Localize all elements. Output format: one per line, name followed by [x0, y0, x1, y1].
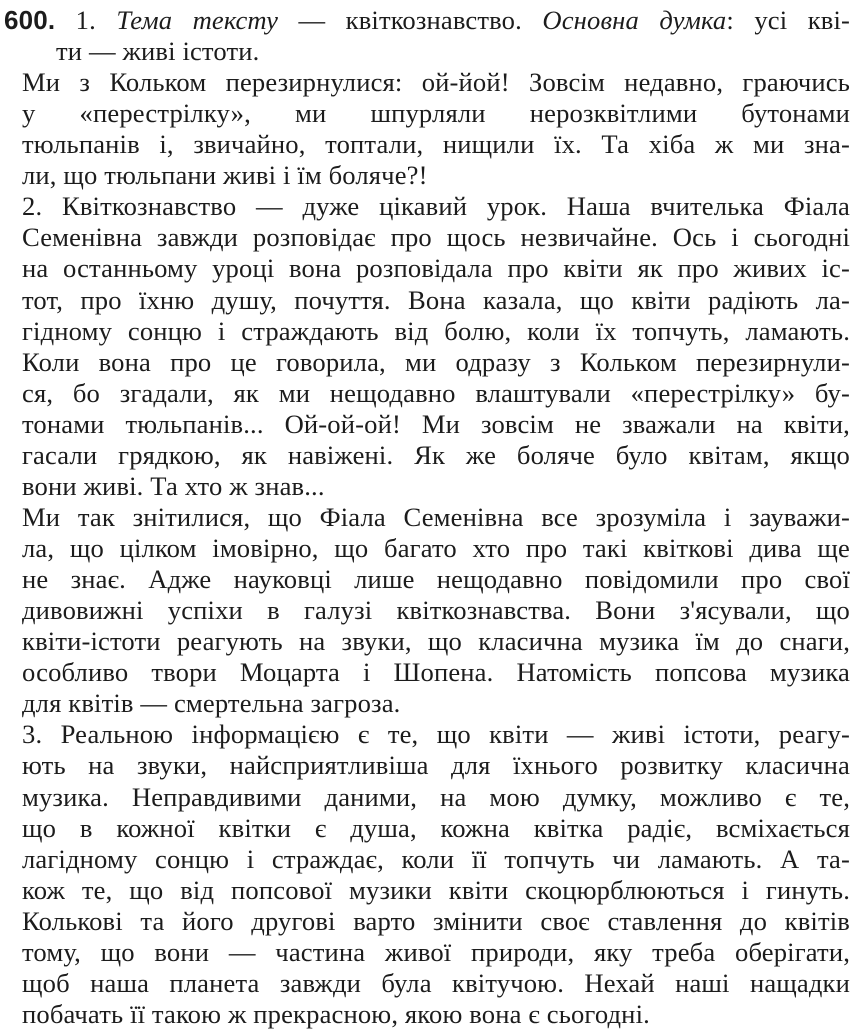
text-line: ла, що цілком імовірно, що багато хто про такі квіткові дива ще: [22, 533, 850, 564]
text-line: 2. Квіткознавство — дуже цікавий урок. Наша вчителька Фіала: [22, 191, 850, 222]
exercise-number: 600.: [4, 5, 56, 35]
text-line: квіти-істоти реагують на звуки, що класична музика їм до снаги,: [22, 626, 850, 657]
text-line: Семенівна завжди розповідає про щось незвичайне. Ось і сьогодні: [22, 222, 850, 253]
text-line: Коли вона про це говорила, ми одразу з Кольком перезирнули-: [22, 346, 850, 377]
text-line: тот, про їхню душу, почуття. Вона казала, що квіти радіють ла-: [22, 284, 850, 315]
text-line: кож те, що від попсової музики квіти скоцюрблюються і гинуть.: [22, 874, 850, 905]
theme-label: Тема тексту: [116, 5, 279, 35]
text-line: музика. Неправдивими даними, на мою думку, можливо є те,: [22, 781, 850, 812]
item-number: 1.: [75, 5, 96, 35]
text-line: щоб наша планета завжди була квітучою. Нехай наші нащадки: [22, 967, 850, 998]
text-line: вони живі. Та хто ж знав...: [22, 470, 325, 501]
text-line: 3. Реальною інформацією є те, що квіти — живі істоти, реагу-: [22, 719, 850, 750]
text-line: ли, що тюльпани живі і їм боляче?!: [22, 160, 428, 191]
text-line: що в кожної квітки є душа, кожна квітка радіє, всміхається: [22, 812, 850, 843]
text-line: Ми так знітилися, що Фіала Семенівна все зрозуміла і зауважи-: [22, 501, 850, 532]
text-line: гідному сонцю і страждають від болю, коли їх топчуть, ламають.: [22, 315, 850, 346]
text-line-1: [4, 5, 850, 36]
text-line: для квітів — смертельна загроза.: [22, 688, 401, 719]
text-line: тонами тюльпанів... Ой-ой-ой! Ми зовсім не зважали на квіти,: [22, 408, 850, 439]
text-line: тюльпанів і, звичайно, топтали, нищили їх. Та хіба ж ми зна-: [22, 129, 850, 160]
text-line: не знає. Адже науковці лише нещодавно повідомили про свої: [22, 564, 850, 595]
text-line: дивовижні успіхи в галузі квіткознавства. Вони з'ясували, що: [22, 595, 850, 626]
text-line: гасали грядкою, як навіжені. Як же боляче було квітам, якщо: [22, 439, 850, 470]
text-line: Ми з Кольком перезирнулися: ой-йой! Зовсім недавно, граючись: [22, 67, 850, 98]
text-line: особливо твори Моцарта і Шопена. Натомість попсова музика: [22, 657, 850, 688]
text-line: на останньому уроці вона розповідала про квіти як про живих іс-: [22, 253, 850, 284]
text-line: побачать її такою ж прекрасною, якою вона є сьогодні.: [22, 998, 650, 1029]
text-line: ся, бо згадали, як ми нещодавно влаштували «перестрілку» бу-: [22, 377, 850, 408]
text-line: Колькові та його другові варто змінити своє ставлення до квітів: [22, 905, 850, 936]
text-line: тому, що вони — частина живої природи, яку треба оберігати,: [22, 936, 850, 967]
main-idea-label: Основна думка: [542, 5, 727, 35]
main-idea-text: : усі кві-: [726, 5, 851, 35]
text-line: у «перестрілку», ми шпурляли нерозквітлими бутонами: [22, 98, 850, 129]
text-line: лагідному сонцю і страждає, коли її топчуть чи ламають. А та-: [22, 843, 850, 874]
theme-value: — квіткознавство.: [278, 5, 543, 35]
text-line: ють на звуки, найсприятливіша для їхнього розвитку класична: [22, 750, 850, 781]
text-line: ти — живі істоти.: [56, 36, 260, 67]
